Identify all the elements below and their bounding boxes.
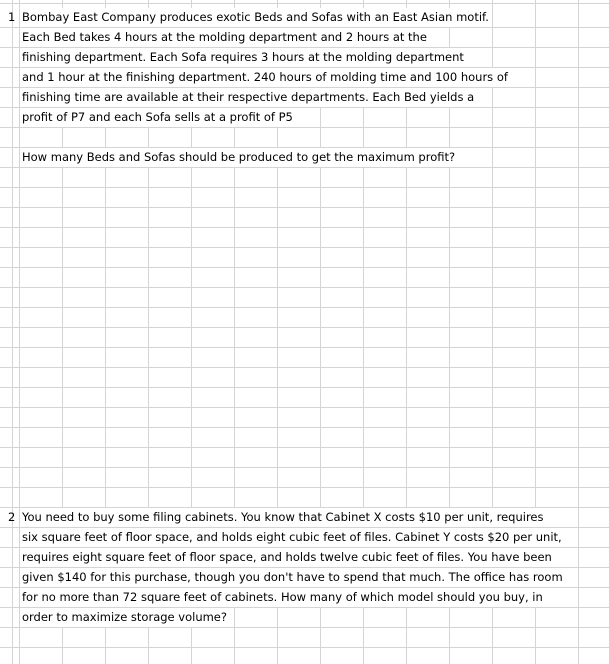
problem-1-line-3[interactable]: finishing department. Each Sofa requires 3 hours at the molding department bbox=[22, 48, 465, 67]
problem-2-line-3[interactable]: requires eight square feet of floor space, and holds twelve cubic feet of files. You have been bbox=[22, 548, 553, 567]
problem-2-line-4[interactable]: given $140 for this purchase, though you don't have to spend that much. The office has room bbox=[22, 568, 564, 587]
problem-1-line-6[interactable]: profit of P7 and each Sofa sells at a profit of P5 bbox=[22, 108, 294, 127]
problem-2-line-6[interactable]: order to maximize storage volume? bbox=[22, 608, 228, 627]
problem-1-line-1[interactable]: Bombay East Company produces exotic Beds and Sofas with an East Asian motif. bbox=[22, 8, 490, 27]
problem-2-line-5[interactable]: for no more than 72 square feet of cabinets. How many of which model should you buy, in bbox=[22, 588, 544, 607]
column-a-gridline bbox=[19, 0, 20, 664]
problem-2-line-2[interactable]: six square feet of floor space, and holds eight cubic feet of files. Cabinet Y costs $20 per unit, bbox=[22, 528, 563, 547]
problem-2-line-1[interactable]: You need to buy some filing cabinets. You know that Cabinet X costs $10 per unit, requires bbox=[22, 508, 545, 527]
problem-2-number[interactable]: 2 bbox=[8, 510, 16, 524]
problem-1-line-2[interactable]: Each Bed takes 4 hours at the molding department and 2 hours at the bbox=[22, 28, 428, 47]
problem-1-line-5[interactable]: finishing time are available at their respective departments. Each Bed yields a bbox=[22, 88, 475, 107]
problem-1-line-4[interactable]: and 1 hour at the finishing department. 240 hours of molding time and 100 hours of bbox=[22, 68, 509, 87]
problem-1-question[interactable]: How many Beds and Sofas should be produced to get the maximum profit? bbox=[22, 148, 456, 167]
problem-1-number[interactable]: 1 bbox=[8, 10, 16, 24]
